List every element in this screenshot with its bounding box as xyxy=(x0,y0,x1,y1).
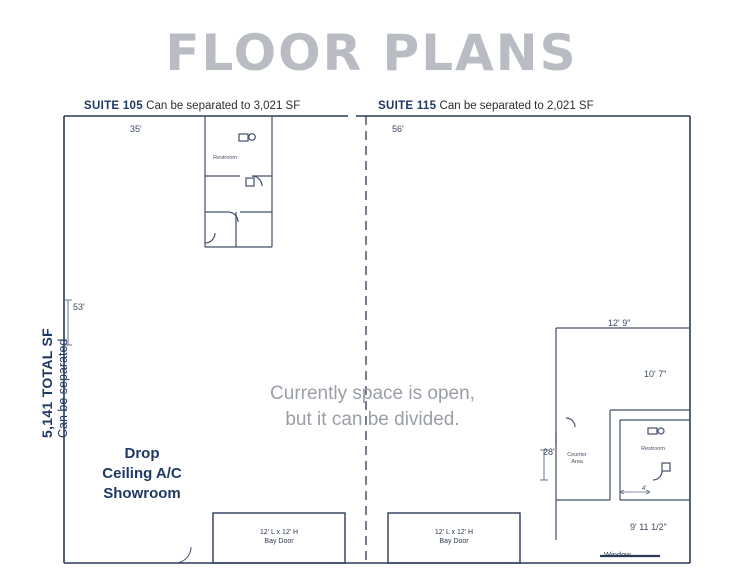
bay-door-left-label xyxy=(219,528,339,546)
dimension-small-door: 4' xyxy=(642,486,647,492)
dimension-inner-right: 28' xyxy=(543,447,555,457)
can-be-separated-text: Can be separated xyxy=(56,338,70,438)
suite-105-sub: Can be separated to 3,021 SF xyxy=(146,100,301,112)
center-annotation-line-1: Currently space is open, xyxy=(270,383,475,404)
showroom-line-1: Drop xyxy=(124,445,160,462)
bay-door-right-label xyxy=(394,528,514,546)
room-label-counter-area xyxy=(560,452,594,466)
showroom-line-3: Showroom xyxy=(103,485,181,502)
dimension-top-right: 56' xyxy=(392,124,404,134)
counter-area-line-1: Counter xyxy=(567,452,587,458)
page-title: FLOOR PLANS xyxy=(165,24,578,82)
bay-door-right-name: Bay Door xyxy=(439,538,469,545)
dimension-top-left: 35' xyxy=(130,124,142,134)
dimension-left-height: 53' xyxy=(73,302,85,312)
suite-105-office-block xyxy=(205,116,272,247)
suite-115-name: SUITE 115 xyxy=(378,100,437,112)
total-sf-value: 5,141 TOTAL SF xyxy=(39,327,55,438)
suite-105-name: SUITE 105 xyxy=(84,100,143,112)
dimension-right-upper: 12' 9" xyxy=(608,318,631,328)
room-label-restroom-left: Restroom xyxy=(213,155,237,161)
center-annotation xyxy=(200,381,545,433)
suite-115-sub: Can be separated to 2,021 SF xyxy=(439,100,594,112)
dimension-right-mid: 10' 7" xyxy=(644,369,667,379)
dimension-right-lower: 9' 11 1/2" xyxy=(630,522,667,532)
showroom-callout xyxy=(82,444,202,504)
counter-area-line-2: Area xyxy=(571,459,583,465)
bay-door-right-size: 12' L x 12' H xyxy=(434,529,474,536)
showroom-line-2: Ceiling A/C xyxy=(102,465,182,482)
center-annotation-line-2: but it can be divided. xyxy=(285,409,460,430)
window-label: Window xyxy=(604,550,631,559)
bay-door-left-name: Bay Door xyxy=(264,538,294,545)
bay-door-left-size: 12' L x 12' H xyxy=(259,529,299,536)
room-label-restroom-right: Restroom xyxy=(641,446,665,452)
suite-115-office-block xyxy=(556,328,690,556)
